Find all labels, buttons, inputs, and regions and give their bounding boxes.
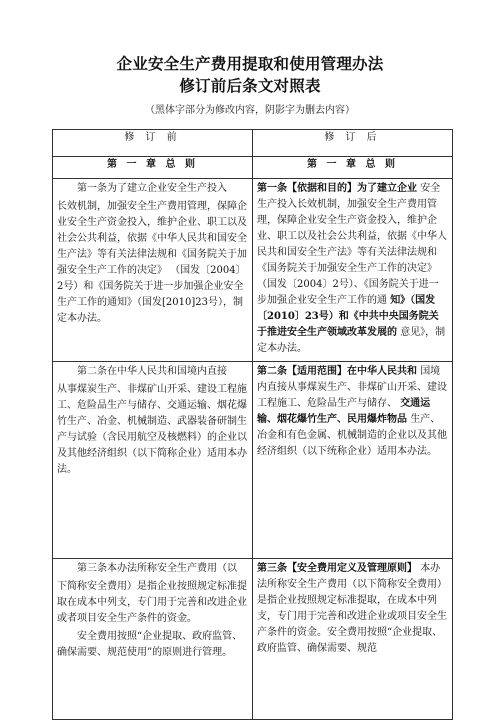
document-title: 企业安全生产费用提取和使用管理办法 — [116, 55, 384, 73]
amended-text: 第三条【安全费用定义及管理原则】 — [257, 563, 417, 574]
amended-text: 第一条【依据和目的】为了建立企业 — [257, 183, 417, 194]
article-text: 意见》，制定本办法。 — [257, 327, 446, 354]
article-3-after — [253, 559, 453, 720]
chapter-before: 第 一 章 总 则 — [53, 157, 253, 179]
amended-text: 交通运输、烟花爆竹生产、民用爆炸物品 — [257, 398, 431, 425]
header-row — [53, 130, 453, 157]
article-3-before — [53, 559, 253, 720]
legend-note: （黑体字部分为修改内容，阴影字为删去内容） — [145, 105, 355, 116]
chapter-row — [53, 157, 453, 179]
table-row — [53, 179, 453, 362]
article-1-after — [253, 179, 453, 362]
article-1-before — [53, 179, 253, 362]
article-text: 长效机制，加强安全生产费用管理，保障企业安全生产资金投入，维护企业、职工以及社会公共利益，依据《中华人民共和国安全生产法》等有关法律法规和《国务院关于加强安全生产工作的决定》 （国发〔2004〕2号）和《国务院关于进一步加强企业安全生产工作的通知》（国发[2010]23号），制定本办法。 — [57, 201, 247, 324]
article-2-after — [253, 362, 453, 559]
chapter-after: 第 一 章 总 则 — [253, 157, 453, 179]
table-row — [53, 362, 453, 559]
article-text: 国境内直接从事煤炭生产、非煤矿山开采、建设工程施工、危险品生产与储存、 — [257, 366, 447, 409]
amended-text: 第二条【适用范围】在中华人民共和 — [257, 366, 417, 377]
article-text: 下简称安全费用）是指企业按照规定标准提取在成本中列支，专门用于完善和改进企业或者项目安全生产条件的资金。 — [57, 581, 247, 624]
article-text: 本办法所称安全生产费用（以下简称安全费用）是指企业按照规定标准提取，在成本中列支，专门用于完善和改进企业或项目安全生产条件的资金。安全费用按照“企业提取、政府监管、确保需要、规范 — [257, 563, 447, 654]
article-text: 第三条本办法所称安全生产费用（以 — [77, 563, 237, 574]
article-text: 安全生产投入长效机制，加强安全生产费用管理，保障企业安全生产资金投入，维护企业、职工以及社会公共利益，依据《中华人民共和国安全生产法》等有关法律法规和《国务院关于加强安全生产工作的决定》（国发〔2004〕2号）、《国务院关于进一步加强企业安全生产工作的通 — [257, 183, 447, 306]
article-text: 生产、冶金和有色金属、机械制造的企业以及其他经济组织（以下统称企业）适用本办法。 — [257, 414, 447, 457]
article-text: 第二条在中华人民共和国境内直接 — [77, 366, 227, 377]
article-text: 从事煤炭生产、非煤矿山开采、建设工程施工、危险品生产与储存、交通运输、烟花爆竹生产、冶金、机械制造、武器装备研制生产与试验（含民用航空及核燃料）的企业以及其他经济组织（以下简称企业）适用本办法。 — [57, 384, 247, 475]
amended-text: 知》（国发〔2010〕23号）和《中共中央国务院关于推进安全生产领域改革发展的 — [257, 295, 439, 338]
article-2-before — [53, 362, 253, 559]
header-after: 修 订 后 — [253, 130, 453, 157]
comparison-table — [52, 129, 453, 720]
article-text: 安全费用按照“企业提取、政府监管、确保需要、规范使用”的原则进行管理。 — [57, 631, 243, 658]
table-row — [53, 559, 453, 720]
header-before: 修 订 前 — [53, 130, 253, 157]
article-text: 第一条为了建立企业安全生产投入 — [77, 183, 227, 194]
document-subtitle: 修订前后条文对照表 — [179, 77, 321, 95]
